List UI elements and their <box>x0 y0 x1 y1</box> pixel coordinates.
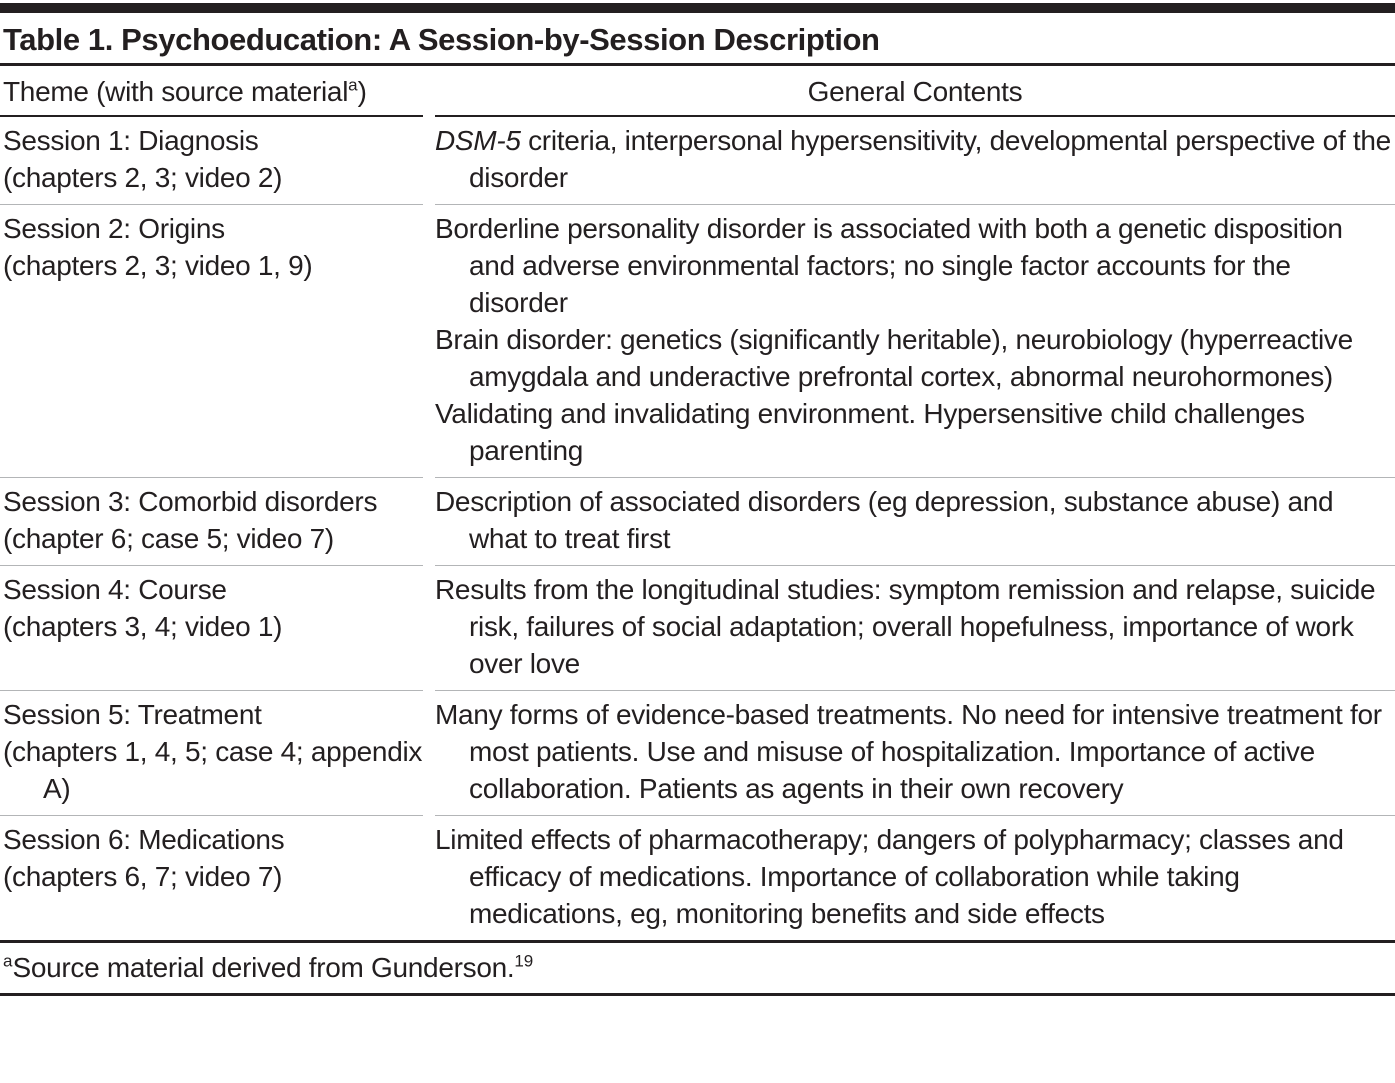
table-row <box>0 691 1395 816</box>
content-paragraph: Brain disorder: genetics (significantly heritable), neurobiology (hyperreactive amygdala and underactive prefrontal cortex, abnormal neurohormones) <box>435 324 1353 392</box>
contents-cell <box>435 691 1395 816</box>
table-body <box>0 117 1395 940</box>
theme-header-label: Theme (with source material <box>3 76 349 107</box>
table-title: Table 1. Psychoeducation: A Session-by-Session Description <box>0 13 1395 66</box>
session-title: Session 1: Diagnosis <box>3 125 259 156</box>
content-paragraph: Validating and invalidating environment. Hypersensitive child challenges parenting <box>435 398 1305 466</box>
contents-cell <box>435 117 1395 205</box>
top-heavy-rule <box>0 3 1395 13</box>
theme-header-footnote-marker: a <box>348 75 358 95</box>
table-row <box>0 205 1395 478</box>
table-row <box>0 816 1395 940</box>
theme-cell <box>0 478 423 566</box>
contents-cell <box>435 478 1395 566</box>
footnote-text: Source material derived from Gunderson. <box>12 952 515 983</box>
theme-cell <box>0 816 423 940</box>
contents-cell <box>435 816 1395 940</box>
theme-cell <box>0 117 423 205</box>
session-title: Session 4: Course <box>3 574 227 605</box>
theme-cell <box>0 205 423 478</box>
session-source: (chapters 2, 3; video 1, 9) <box>3 250 313 281</box>
table-row <box>0 117 1395 205</box>
footnote-marker: a <box>3 951 13 971</box>
footnote-reference-number: 19 <box>514 951 534 971</box>
session-source: (chapters 6, 7; video 7) <box>3 861 283 892</box>
italic-term: DSM-5 <box>435 125 521 156</box>
content-paragraph: Limited effects of pharmacotherapy; dangers of polypharmacy; classes and efficacy of medications. Importance of collaboration while taking medications, eg, monitoring benefits and side effects <box>435 824 1344 929</box>
table-header-row <box>0 66 1395 117</box>
content-paragraph: Borderline personality disorder is associated with both a genetic disposition and adverse environmental factors; no single factor accounts for the disorder <box>435 213 1343 318</box>
content-paragraph: Results from the longitudinal studies: symptom remission and relapse, suicide risk, failures of social adaptation; overall hopefulness, importance of work over love <box>435 574 1376 679</box>
contents-cell <box>435 205 1395 478</box>
bottom-heavy-rule <box>0 993 1395 996</box>
session-source: (chapter 6; case 5; video 7) <box>3 523 334 554</box>
column-header-contents: General Contents <box>435 66 1395 117</box>
theme-cell <box>0 566 423 691</box>
session-title: Session 5: Treatment <box>3 699 262 730</box>
table-row <box>0 566 1395 691</box>
session-source: (chapters 3, 4; video 1) <box>3 611 283 642</box>
session-title: Session 2: Origins <box>3 213 225 244</box>
content-paragraph: Description of associated disorders (eg depression, substance abuse) and what to treat first <box>435 486 1334 554</box>
session-title: Session 3: Comorbid disorders <box>3 486 378 517</box>
theme-header-close-paren: ) <box>357 76 367 107</box>
content-paragraph: DSM-5 criteria, interpersonal hypersensitivity, developmental perspective of the disorder <box>435 125 1391 193</box>
theme-cell <box>0 691 423 816</box>
session-source: (chapters 1, 4, 5; case 4; appendix A) <box>3 736 423 804</box>
content-paragraph: Many forms of evidence-based treatments. No need for intensive treatment for most patients. Use and misuse of hospitalization. Importance of active collaboration. Patients as agents in their own recovery <box>435 699 1382 804</box>
session-title: Session 6: Medications <box>3 824 285 855</box>
contents-cell <box>435 566 1395 691</box>
table-row <box>0 478 1395 566</box>
session-source: (chapters 2, 3; video 2) <box>3 162 283 193</box>
column-header-theme <box>0 66 423 117</box>
table-footnote <box>0 943 1395 993</box>
table-figure <box>0 3 1395 996</box>
